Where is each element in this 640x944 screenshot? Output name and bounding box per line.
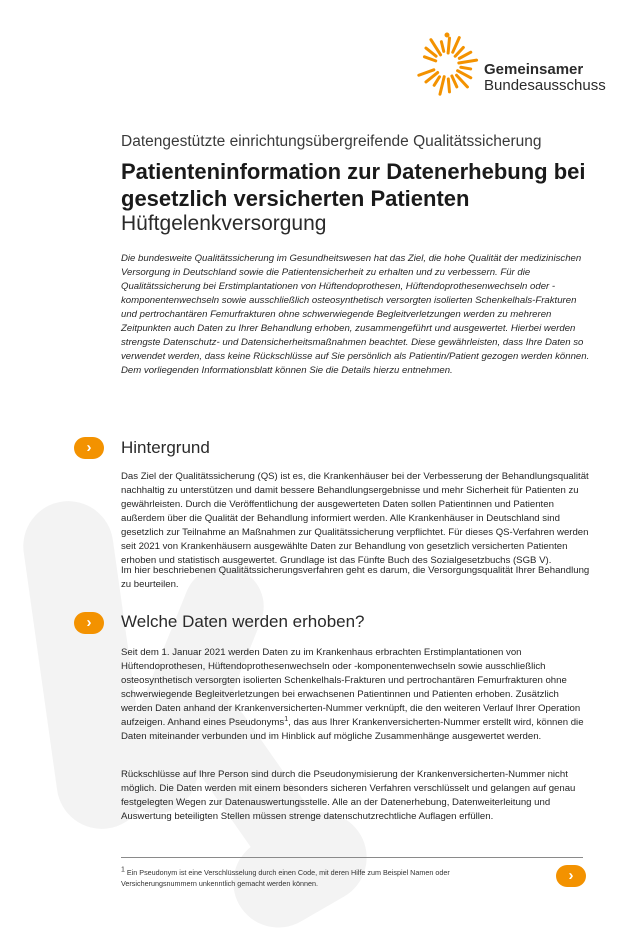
footnote-marker: 1 — [121, 866, 125, 874]
logo-name-line2: Bundesausschuss — [484, 77, 606, 94]
chevron-right-icon: › — [568, 867, 574, 884]
logo-name-line1: Gemeinsamer — [484, 61, 584, 78]
data-collected-paragraph-2: Rückschlüsse auf Ihre Person sind durch die Pseudonymisierung der Krankenversicherten-Nummer nicht möglich. Die Daten werden mit einem besonders sicheren Verfahren verschlüsselt und gelangen auf genau festgelegten Wegen zur Datenauswertungsstelle. Alle an der Datenerhebung, Datenweiterleitung und Auswertung beteiligten Stellen müssen strenge datenschutzrechtliche Auflagen erfüllen. — [121, 769, 576, 822]
background-paragraph-1: Das Ziel der Qualitätssicherung (QS) ist es, die Krankenhäuser bei der Verbesserung der Behandlungsqualität nachhaltig zu unterstützen und damit bessere Behandlungsergebnisse und mehr Sicherheit für Patienten zu gewährleisten. Durch die Veröffentlichung der ausgewerteten Daten sollen Patientinnen und Patienten außerdem über die Qualität der Behandlung informiert werden. Alle Krankenhäuser in Deutschland sind gesetzlich zur Teilnahme an Maßnahmen zur Qualitätssicherung verpflichtet. Für dieses QS-Verfahren werden seit 2021 von Krankenhäusern ausgewählte Daten zur Behandlung von gesetzlich versicherten Patienten erhoben und statistisch ausgewertet. Grundlage ist das Fünfte Buch des Sozialgesetzbuchs (SGB V). — [121, 471, 589, 566]
paragraph-text: , das aus Ihrer Krankenversicherten-Nummer erstellt wird, können die Daten miteinander verbunden und im Hinblick auf mögliche Zusammenhänge ausgewertet werden. — [121, 717, 584, 742]
gba-logo — [414, 30, 604, 98]
footnote — [121, 867, 521, 889]
paragraph-text: Seit dem 1. Januar 2021 werden Daten zu im Krankenhaus erbrachten Erstimplantationen von Hüftendoprothesen, Hüftendoprothesenwechseln oder -komponentenwechseln sowie ausschließlich osteosynthetisch versorgten isolierten Schenkelhals-Frakturen und pertrochantären Femurfrakturen ohne schwerwiegende Begleitverletzungen bei erwachsenen Patientinnen und Patienten erhoben. Zusätzlich werden Daten anhand der Krankenversicherten-Nummer verknüpft, die den weiteren Verlauf Ihrer Operation aufzeigen. Anhand eines Pseudonyms — [121, 647, 581, 728]
background-paragraph-2: Im hier beschriebenen Qualitätssicherungsverfahren geht es darum, die Versorgungsqualität Ihrer Behandlung zu beurteilen. — [121, 565, 590, 590]
chevron-right-icon: › — [74, 437, 104, 459]
footnote-reference[interactable]: 1 — [284, 715, 289, 723]
intro-paragraph: Die bundesweite Qualitätssicherung im Gesundheitswesen hat das Ziel, die hohe Qualität der medizinischen Versorgung in Deutschland sowie die Patientensicherheit zu erhalten und zu verbessern. Für die Qualitätssicherung bei Erstimplantationen von Hüftendoprothesen, Hüftendoprothesenwechseln oder -komponentenwechseln sowie ausschließlich osteosynthetisch versorgten isolierten Schenkelhals-Frakturen und pertrochantären Femurfrakturen ohne schwerwiegende Begleitverletzungen werden zu mehreren Zeitpunkten auch Daten zu Ihrer Behandlung erhoben, zusammengeführt und ausgewertet. Hierbei werden strengste Datenschutz- und Datensicherheitsmaßnahmen beachtet. Diese gewährleisten, dass Ihre Daten so verwendet werden, dass keine Rückschlüsse auf Sie persönlich als Patientin/Patient gezogen werden können. Dem vorliegenden Informationsblatt können Sie die Details hierzu entnehmen. — [121, 253, 590, 376]
footnote-text: Ein Pseudonym ist eine Verschlüsselung durch einen Code, mit deren Hilfe zum Beispiel Namen oder Versicherungsnummern unkenntlich gemacht werden können. — [121, 868, 450, 888]
next-page-button[interactable] — [556, 865, 586, 887]
document-kicker: Datengestützte einrichtungsübergreifende Qualitätssicherung — [121, 133, 542, 150]
data-collected-paragraph-1 — [121, 646, 591, 744]
document-subtitle: Hüftgelenkversorgung — [121, 212, 327, 235]
document-title: Patienteninformation zur Datenerhebung bei gesetzlich versicherten Patienten — [121, 159, 586, 211]
footnote-divider — [121, 857, 583, 858]
logo-text — [484, 62, 606, 94]
sun-logo-icon — [414, 30, 480, 96]
chevron-right-icon: › — [74, 612, 104, 634]
section-heading-background: Hintergrund — [121, 438, 210, 457]
section-heading-data-collected: Welche Daten werden erhoben? — [121, 612, 365, 631]
